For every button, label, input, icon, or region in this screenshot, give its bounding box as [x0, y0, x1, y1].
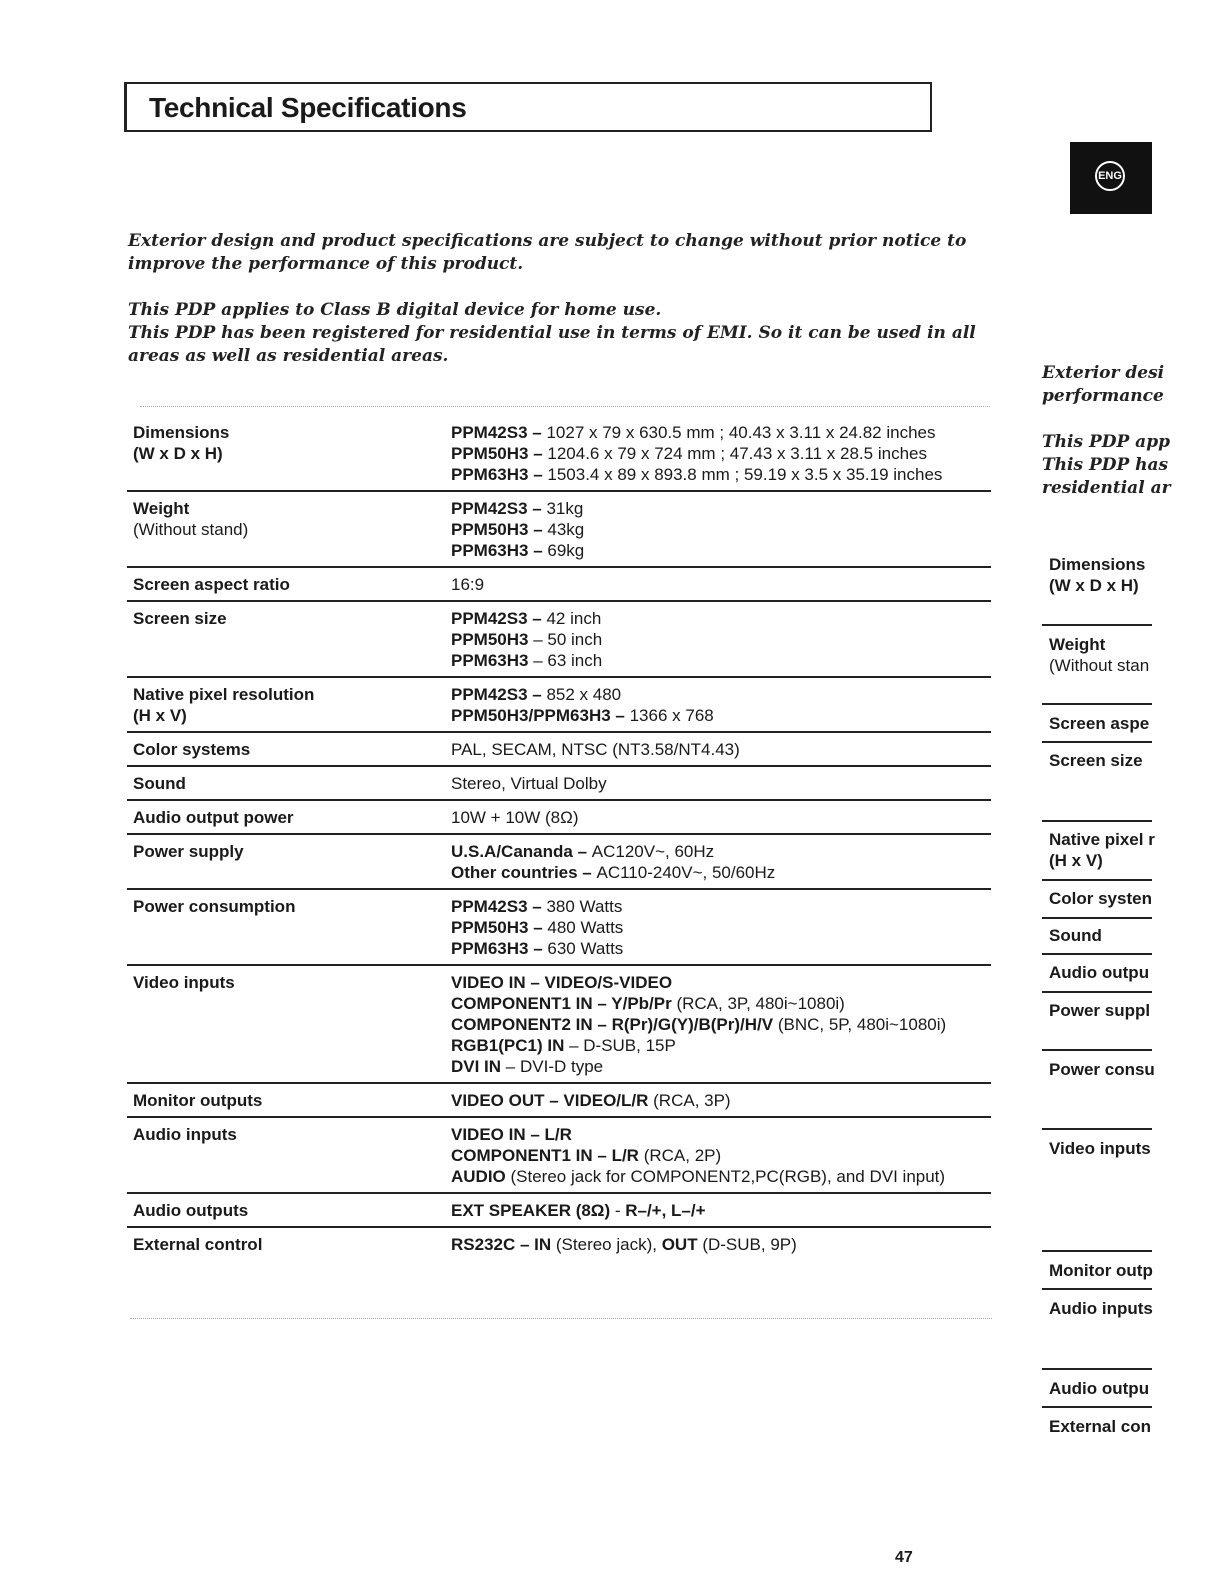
spec-row — [127, 890, 991, 966]
side-row-rule — [1042, 820, 1152, 822]
spec-value-text: (RCA, 2P) — [643, 1146, 722, 1165]
spec-value-line — [451, 540, 991, 561]
spec-label-main: Audio outputs — [133, 1201, 249, 1220]
side-row-rule — [1042, 1250, 1152, 1252]
spec-value-key: PPM50H3 – — [451, 918, 548, 937]
spec-value-text: 480 Watts — [547, 918, 624, 937]
spec-value-line — [451, 1200, 991, 1221]
spec-value-key: VIDEO IN – L/R — [451, 1125, 572, 1144]
spec-row — [127, 568, 991, 602]
spec-value-line — [451, 574, 991, 595]
spec-value-key: PPM42S3 – — [451, 897, 547, 916]
side-notice-emi-line: This PDP app — [1042, 432, 1170, 452]
spec-value — [451, 841, 991, 883]
spec-value-text: 1366 x 768 — [629, 706, 714, 725]
spec-value-key: PPM63H3 – — [451, 541, 548, 560]
spec-value-key: PPM50H3 – — [451, 444, 548, 463]
spec-label — [127, 972, 451, 1077]
spec-row — [127, 733, 991, 767]
spec-label — [127, 739, 451, 760]
side-spec-row — [1042, 713, 1152, 734]
spec-label-main: Sound — [133, 774, 186, 793]
spec-row — [127, 602, 991, 678]
spec-value-text: 1204.6 x 79 x 724 mm ; 47.43 x 3.11 x 28.5 inches — [547, 444, 927, 463]
spec-label — [127, 1090, 451, 1111]
spec-label-main: Weight — [133, 499, 190, 518]
spec-value-key: COMPONENT1 IN – Y/Pb/Pr — [451, 994, 677, 1013]
spec-value-key: Other countries – — [451, 863, 597, 882]
spec-value-line — [451, 1014, 991, 1035]
side-spec-row — [1042, 1059, 1155, 1080]
side-row-rule — [1042, 991, 1152, 993]
spec-value-text: 43kg — [547, 520, 585, 539]
side-spec-label: Audio outpu — [1049, 1379, 1150, 1398]
spec-row — [127, 767, 991, 801]
spec-row — [127, 1194, 991, 1228]
spec-value-line — [451, 773, 991, 794]
spec-value-line — [451, 650, 991, 671]
spec-row — [127, 416, 991, 492]
side-row-rule — [1042, 953, 1152, 955]
spec-value-key: DVI IN — [451, 1057, 506, 1076]
spec-label-main: Audio inputs — [133, 1125, 237, 1144]
spec-value-text: Stereo, Virtual Dolby — [451, 774, 607, 793]
side-spec-label: Weight — [1049, 635, 1106, 654]
spec-table — [127, 416, 991, 1260]
side-row-rule — [1042, 879, 1152, 881]
spec-value — [451, 608, 991, 671]
side-row-rule — [1042, 624, 1152, 626]
spec-label-main: Native pixel resolution — [133, 685, 315, 704]
spec-row — [127, 966, 991, 1084]
side-spec-label: Video inputs — [1049, 1139, 1151, 1158]
side-spec-label: Dimensions — [1049, 555, 1146, 574]
side-spec-row — [1042, 962, 1152, 983]
spec-row — [127, 801, 991, 835]
spec-value-text: 42 inch — [546, 609, 602, 628]
spec-label-main: Color systems — [133, 740, 251, 759]
spec-value-line — [451, 896, 991, 917]
spec-value-text: – 50 inch — [533, 630, 603, 649]
spec-value-text: – DVI-D type — [505, 1057, 604, 1076]
spec-value-line — [451, 1166, 991, 1187]
side-spec-sublabel: (H x V) — [1049, 851, 1103, 870]
side-spec-label: Sound — [1049, 926, 1102, 945]
spec-value-line — [451, 519, 991, 540]
side-notice-emi-line: residential ar — [1042, 478, 1171, 498]
side-spec-row — [1042, 1000, 1152, 1021]
spec-row — [127, 835, 991, 890]
spec-label-main: External control — [133, 1235, 263, 1254]
spec-value-text: (BNC, 5P, 480i~1080i) — [777, 1015, 947, 1034]
spec-value-text: (Stereo jack), — [555, 1235, 662, 1254]
spec-label — [127, 1124, 451, 1187]
spec-value-key: RS232C – IN — [451, 1235, 556, 1254]
side-spec-row — [1042, 888, 1152, 909]
spec-value — [451, 972, 991, 1077]
spec-value — [451, 739, 991, 760]
spec-value-key: U.S.A/Cananda – — [451, 842, 592, 861]
spec-value-key: PPM63H3 – — [451, 465, 548, 484]
side-notice-emi-line: This PDP has — [1042, 455, 1169, 475]
spec-value-key: RGB1(PC1) IN — [451, 1036, 570, 1055]
spec-value-key: OUT — [661, 1235, 703, 1254]
side-spec-label: Power suppl — [1049, 1001, 1151, 1020]
spec-value-text: AC120V~, 60Hz — [591, 842, 715, 861]
spec-value-text: (RCA, 3P, 480i~1080i) — [676, 994, 845, 1013]
side-row-rule — [1042, 1288, 1152, 1290]
side-spec-label: Monitor outp — [1049, 1261, 1153, 1280]
side-row-rule — [1042, 741, 1152, 743]
notice-emi — [128, 299, 1008, 368]
spec-value-text: (Stereo jack for COMPONENT2,PC(RGB), and DVI input) — [510, 1167, 946, 1186]
spec-label-main: Monitor outputs — [133, 1091, 263, 1110]
side-row-rule — [1042, 1368, 1152, 1370]
spec-label-main: Audio output power — [133, 808, 294, 827]
side-spec-label: Native pixel r — [1049, 830, 1155, 849]
side-spec-row — [1042, 829, 1155, 871]
spec-label-main: Video inputs — [133, 973, 235, 992]
spec-label-main: Power supply — [133, 842, 244, 861]
spec-value-key: PPM42S3 – — [451, 499, 547, 518]
spec-label-main: Power consumption — [133, 897, 296, 916]
spec-value-line — [451, 841, 991, 862]
spec-value-line — [451, 1056, 991, 1077]
spec-row — [127, 492, 991, 568]
spec-value — [451, 684, 991, 726]
spec-label — [127, 807, 451, 828]
spec-value-text: (D-SUB, 9P) — [702, 1235, 797, 1254]
spec-value-line — [451, 993, 991, 1014]
spec-label — [127, 896, 451, 959]
side-notice-design-line: performance — [1042, 386, 1164, 406]
spec-value-line — [451, 1090, 991, 1111]
spec-value-line — [451, 807, 991, 828]
side-spec-row — [1042, 750, 1152, 771]
side-row-rule — [1042, 1049, 1152, 1051]
spec-label — [127, 841, 451, 883]
spec-value-key: PPM63H3 — [451, 651, 534, 670]
side-spec-label: Power consu — [1049, 1060, 1155, 1079]
spec-value-line — [451, 938, 991, 959]
spec-value-text: 380 Watts — [546, 897, 623, 916]
spec-value-key: VIDEO IN – VIDEO/S-VIDEO — [451, 973, 673, 992]
spec-value-text: (RCA, 3P) — [653, 1091, 731, 1110]
spec-value-key: AUDIO — [451, 1167, 511, 1186]
spec-value-text: AC110-240V~, 50/60Hz — [596, 863, 776, 882]
spec-value-text: 31kg — [546, 499, 584, 518]
spec-label-note: (Without stand) — [133, 520, 249, 539]
spec-value-line — [451, 422, 991, 443]
spec-value-line — [451, 684, 991, 705]
spec-value-text: - — [614, 1201, 626, 1220]
spec-row — [127, 1228, 991, 1260]
spec-value-key: VIDEO OUT – VIDEO/L/R — [451, 1091, 654, 1110]
spec-value-line — [451, 1035, 991, 1056]
eng-circle-icon: ENG — [1095, 161, 1125, 191]
bottom-dotted-rule — [130, 1318, 992, 1319]
spec-label-main: Screen aspect ratio — [133, 575, 290, 594]
spec-value-text: – 63 inch — [533, 651, 603, 670]
spec-label — [127, 1200, 451, 1221]
side-row-rule — [1042, 703, 1152, 705]
side-spec-row — [1042, 1260, 1152, 1281]
spec-row — [127, 1118, 991, 1194]
side-spec-row — [1042, 634, 1152, 676]
side-spec-row — [1042, 1298, 1152, 1319]
spec-value-line — [451, 1145, 991, 1166]
spec-value-key: PPM42S3 – — [451, 609, 547, 628]
spec-label — [127, 608, 451, 671]
side-spec-row — [1042, 1378, 1152, 1399]
spec-value-text: 630 Watts — [547, 939, 624, 958]
top-dotted-rule — [140, 406, 990, 407]
spec-value-line — [451, 464, 991, 485]
spec-value-key: PPM42S3 – — [451, 423, 547, 442]
spec-value-key: PPM50H3/PPM63H3 – — [451, 706, 630, 725]
title-box — [124, 82, 932, 132]
spec-value-key: R–/+, L–/+ — [625, 1201, 706, 1220]
spec-value-text: 852 x 480 — [546, 685, 622, 704]
side-spec-label: Screen aspe — [1049, 714, 1150, 733]
spec-label — [127, 684, 451, 726]
spec-label — [127, 1234, 451, 1255]
spec-row — [127, 1084, 991, 1118]
spec-value-key: COMPONENT1 IN – L/R — [451, 1146, 644, 1165]
notice-design-text: Exterior design and product specifications are subject to change without prior notice to improve the performance of this product. — [128, 231, 967, 274]
spec-value — [451, 498, 991, 561]
spec-value-text: 1503.4 x 89 x 893.8 mm ; 59.19 x 3.5 x 35.19 inches — [547, 465, 943, 484]
spec-value-line — [451, 917, 991, 938]
side-spec-row — [1042, 1416, 1152, 1437]
spec-label-units: (H x V) — [133, 706, 187, 725]
spec-value-line — [451, 739, 991, 760]
side-spec-sublabel: (Without stan — [1049, 656, 1150, 675]
spec-value-line — [451, 705, 991, 726]
side-spec-label: External con — [1049, 1417, 1152, 1436]
side-row-rule — [1042, 917, 1152, 919]
spec-value-line — [451, 443, 991, 464]
page-title: Technical Specifications — [149, 92, 467, 123]
spec-value-key: PPM63H3 – — [451, 939, 548, 958]
side-spec-row — [1042, 1138, 1152, 1159]
side-notice-emi — [1042, 431, 1171, 500]
side-spec-sublabel: (W x D x H) — [1049, 576, 1139, 595]
spec-value-line — [451, 1124, 991, 1145]
spec-value — [451, 1234, 991, 1255]
spec-value — [451, 1090, 991, 1111]
spec-value-text: 69kg — [547, 541, 585, 560]
side-spec-label: Color systen — [1049, 889, 1152, 908]
side-spec-row — [1042, 554, 1152, 596]
notice-design — [128, 230, 1008, 276]
side-notice-design-line: Exterior desi — [1042, 363, 1165, 383]
spec-value-key: PPM50H3 – — [451, 520, 548, 539]
spec-label-main: Dimensions — [133, 423, 230, 442]
spec-value-key: EXT SPEAKER (8Ω) — [451, 1201, 615, 1220]
side-spec-row — [1042, 925, 1152, 946]
spec-label — [127, 574, 451, 595]
spec-value — [451, 422, 991, 485]
side-row-rule — [1042, 1128, 1152, 1130]
side-spec-label: Screen size — [1049, 751, 1143, 770]
spec-value-key: COMPONENT2 IN – R(Pr)/G(Y)/B(Pr)/H/V — [451, 1015, 778, 1034]
spec-row — [127, 678, 991, 733]
side-row-rule — [1042, 1406, 1152, 1408]
spec-label — [127, 498, 451, 561]
spec-value — [451, 1124, 991, 1187]
spec-value-line — [451, 629, 991, 650]
notice-emi-text: This PDP has been registered for residential use in terms of EMI. So it can be used in all areas as well as residential areas. — [128, 323, 976, 366]
spec-value — [451, 574, 991, 595]
spec-value-text: – D-SUB, 15P — [569, 1036, 676, 1055]
spec-value-text: 1027 x 79 x 630.5 mm ; 40.43 x 3.11 x 24.82 inches — [546, 423, 936, 442]
spec-value-text: PAL, SECAM, NTSC (NT3.58/NT4.43) — [451, 740, 740, 759]
spec-value — [451, 807, 991, 828]
spec-label — [127, 422, 451, 485]
spec-value-line — [451, 972, 991, 993]
notice-class-b-text: This PDP applies to Class B digital device for home use. — [128, 300, 662, 320]
page-number: 47 — [895, 1549, 913, 1566]
spec-label — [127, 773, 451, 794]
spec-value-key: PPM50H3 — [451, 630, 534, 649]
spec-label-units: (W x D x H) — [133, 444, 223, 463]
language-badge — [1070, 142, 1152, 214]
side-spec-label: Audio outpu — [1049, 963, 1150, 982]
spec-value — [451, 896, 991, 959]
side-spec-label: Audio inputs — [1049, 1299, 1153, 1318]
spec-value-line — [451, 498, 991, 519]
spec-value-line — [451, 862, 991, 883]
spec-value-text: 10W + 10W (8Ω) — [451, 808, 579, 827]
spec-value-line — [451, 1234, 991, 1255]
spec-value-text: 16:9 — [451, 575, 485, 594]
spec-value-line — [451, 608, 991, 629]
spec-value — [451, 1200, 991, 1221]
spec-label-main: Screen size — [133, 609, 227, 628]
side-notice-design — [1042, 362, 1165, 408]
spec-value — [451, 773, 991, 794]
spec-value-key: PPM42S3 – — [451, 685, 547, 704]
